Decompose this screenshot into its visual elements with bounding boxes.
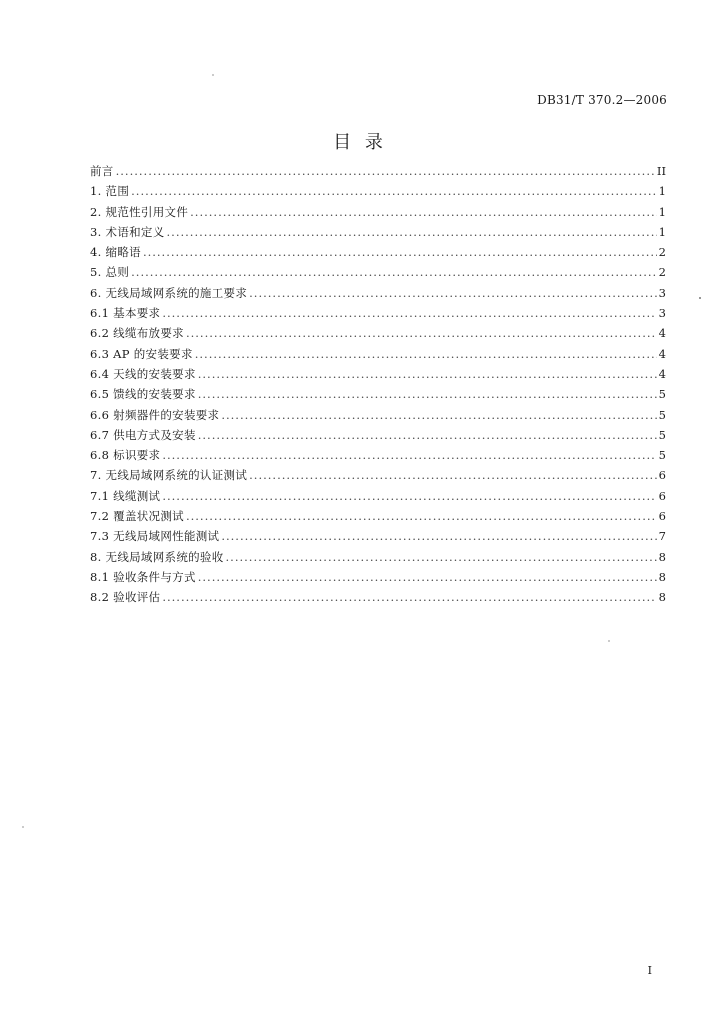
toc-entry-page: 2 (658, 265, 666, 280)
toc-entry-page: 3 (658, 306, 666, 321)
toc-entry-label: 4. 缩略语 (90, 245, 141, 260)
toc-entry-page: 6 (658, 509, 666, 524)
toc-entry[interactable] (90, 526, 666, 546)
toc-entry-label: 6.1 基本要求 (90, 306, 161, 321)
toc-entry[interactable] (90, 303, 666, 323)
dot-leader (131, 262, 657, 282)
toc-entry[interactable] (90, 242, 666, 262)
dot-leader (249, 465, 657, 485)
dot-leader (162, 303, 656, 323)
toc-entry-label: 前言 (90, 164, 114, 178)
table-of-contents (90, 161, 666, 608)
toc-entry-page: 2 (658, 245, 666, 260)
dot-leader (226, 547, 657, 567)
toc-entry-page: 4 (658, 366, 666, 381)
toc-entry-page: 1 (658, 184, 666, 199)
toc-entry[interactable] (90, 181, 666, 201)
toc-entry[interactable] (90, 222, 666, 242)
toc-entry-label: 2. 规范性引用文件 (90, 204, 189, 219)
dot-leader (186, 323, 657, 343)
toc-entry-label: 8.1 验收条件与方式 (90, 569, 196, 584)
dot-leader (198, 384, 657, 404)
dot-leader (162, 486, 656, 506)
toc-entry-page: 3 (658, 285, 666, 300)
toc-entry[interactable] (90, 486, 666, 506)
toc-entry-label: 7.1 线缆测试 (90, 488, 161, 503)
toc-entry[interactable] (90, 202, 666, 222)
toc-entry-label: 6.4 天线的安装要求 (90, 366, 196, 381)
dot-leader (162, 587, 656, 607)
dot-leader (131, 181, 657, 201)
toc-entry[interactable] (90, 465, 666, 485)
dot-leader (221, 526, 656, 546)
toc-entry-page: 4 (658, 346, 666, 361)
toc-entry[interactable] (90, 364, 666, 384)
toc-entry-label: 6.6 射频器件的安装要求 (90, 407, 220, 422)
toc-entry-page: 5 (658, 427, 666, 442)
toc-entry-label: 7. 无线局域网系统的认证测试 (90, 468, 248, 483)
dot-leader (195, 344, 657, 364)
scan-speck (22, 826, 24, 828)
toc-entry-page: 5 (658, 407, 666, 422)
scan-speck (608, 640, 610, 642)
toc-entry-page: 5 (658, 387, 666, 402)
toc-entry[interactable] (90, 587, 666, 607)
toc-entry-page: 7 (658, 529, 666, 544)
toc-entry-label: 8. 无线局域网系统的验收 (90, 549, 224, 564)
dot-leader (116, 161, 655, 181)
toc-entry-page: 8 (658, 549, 666, 564)
document-code: DB31/T 370.2—2006 (537, 93, 667, 107)
toc-entry-label: 5. 总则 (90, 265, 130, 280)
toc-entry-page: 6 (658, 488, 666, 503)
toc-entry-label: 6.3 AP 的安装要求 (90, 346, 193, 361)
toc-title: 目 录 (333, 132, 387, 153)
toc-entry[interactable] (90, 262, 666, 282)
toc-entry[interactable] (90, 567, 666, 587)
toc-entry-label: 8.2 验收评估 (90, 590, 161, 605)
toc-entry[interactable] (90, 344, 666, 364)
toc-entry-page: II (656, 164, 666, 178)
toc-entry-label: 6.2 线缆布放要求 (90, 326, 184, 341)
toc-entry-page: 4 (658, 326, 666, 341)
toc-entry-page: 5 (658, 448, 666, 463)
dot-leader (221, 405, 656, 425)
dot-leader (167, 222, 657, 242)
toc-entry[interactable] (90, 506, 666, 526)
dot-leader (198, 364, 657, 384)
dot-leader (162, 445, 656, 465)
toc-entry[interactable] (90, 384, 666, 404)
toc-entry-page: 8 (658, 569, 666, 584)
dot-leader (143, 242, 657, 262)
toc-entry-page: 8 (658, 590, 666, 605)
toc-entry-label: 7.2 覆盖状况测试 (90, 509, 184, 524)
toc-entry[interactable] (90, 405, 666, 425)
toc-entry-label: 6. 无线局域网系统的施工要求 (90, 285, 248, 300)
toc-entry-label: 6.7 供电方式及安装 (90, 427, 196, 442)
dot-leader (198, 425, 657, 445)
toc-entry-page: 1 (658, 204, 666, 219)
toc-entry-label: 1. 范围 (90, 184, 130, 199)
toc-entry[interactable] (90, 445, 666, 465)
toc-entry-label: 6.5 馈线的安装要求 (90, 387, 196, 402)
dot-leader (249, 283, 657, 303)
toc-entry-label: 3. 术语和定义 (90, 224, 165, 239)
toc-entry[interactable] (90, 425, 666, 445)
toc-entry-label: 7.3 无线局域网性能测试 (90, 529, 220, 544)
dot-leader (190, 202, 657, 222)
scan-speck (212, 74, 214, 76)
toc-entry[interactable] (90, 283, 666, 303)
scan-speck (699, 297, 701, 299)
toc-entry-page: 1 (658, 224, 666, 239)
toc-entry[interactable] (90, 323, 666, 343)
page-number: I (647, 964, 652, 977)
toc-entry-page: 6 (658, 468, 666, 483)
dot-leader (186, 506, 657, 526)
toc-entry[interactable] (90, 547, 666, 567)
toc-entry[interactable] (90, 161, 666, 181)
toc-entry-label: 6.8 标识要求 (90, 448, 161, 463)
dot-leader (198, 567, 657, 587)
